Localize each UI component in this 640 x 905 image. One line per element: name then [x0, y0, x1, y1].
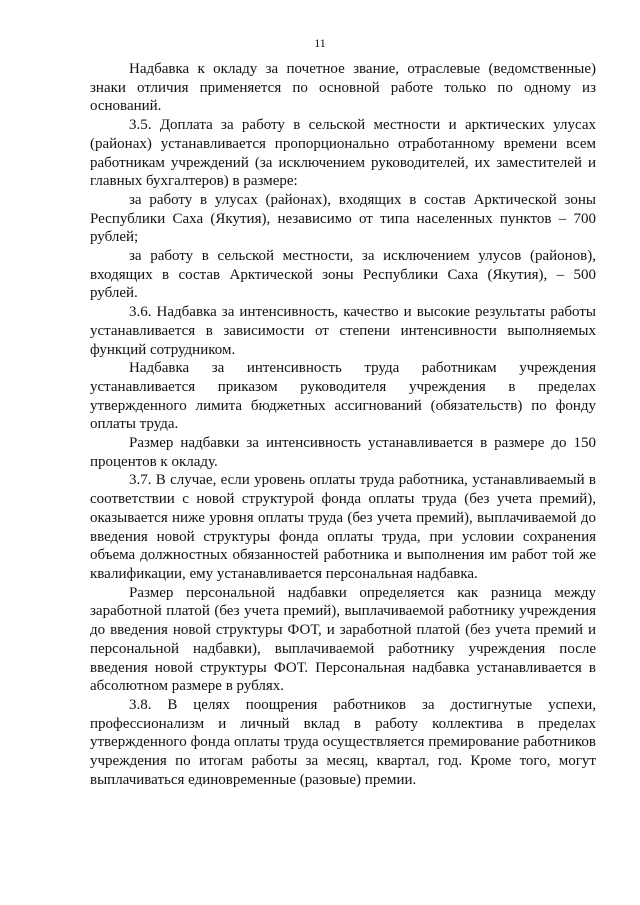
paragraph-intensity-order: Надбавка за интенсивность труда работникам учреждения устанавливается приказом руководителя учреждения в пределах утвержденного лимита бюджетных ассигнований (обязательств) по фонду оплаты труда. [90, 360, 596, 433]
paragraph-3-5-rural-arctic-pay: 3.5. Доплата за работу в сельской местности и арктических улусах (районах) устанавливается пропорционально отработанному времени всем работникам учреждений (за исключением руководителей, их заместителей и главных бухгалтеров) в размере: [90, 117, 596, 190]
paragraph-personal-allowance-size: Размер персональной надбавки определяется как разница между заработной платой (без учета премий), выплачиваемой работнику учреждения до введения новой структуры ФОТ, и заработной платой (без учета премий и персональной надбавки), выплачиваемой работнику учреждения после введения новой структуры ФОТ. Персональная надбавка устанавливается в абсолютном размере в рублях. [90, 584, 596, 695]
paragraph-rural-area-rate: за работу в сельской местности, за исключением улусов (районов), входящих в состав Арктической зоны Республики Саха (Якутия), – 500 рублей. [90, 248, 596, 302]
paragraph-intensity-size: Размер надбавки за интенсивность устанавливается в размере до 150 процентов к окладу. [90, 435, 596, 470]
paragraph-3-7-personal-allowance: 3.7. В случае, если уровень оплаты труда работника, устанавливаемый в соответствии с новой структурой фонда оплаты труда (без учета премий), оказывается ниже уровня оплаты труда (без учета премий), выплачиваемой до введения новой структуры фонда оплаты труда, при условии сохранения объема должностных обязанностей работника и выполнения им работ той же квалификации, ему устанавливается персональная надбавка. [90, 472, 596, 582]
document-body [90, 60, 596, 789]
paragraph-honorary-title-allowance: Надбавка к окладу за почетное звание, отраслевые (ведомственные) знаки отличия применяется по основной работе только по одному из оснований. [90, 61, 596, 115]
paragraph-arctic-uluses-rate: за работу в улусах (районах), входящих в состав Арктической зоны Республики Саха (Якутия), независимо от типа населенных пунктов – 700 рублей; [90, 191, 596, 246]
paragraph-3-6-intensity-allowance: 3.6. Надбавка за интенсивность, качество и высокие результаты работы устанавливается в зависимости от степени интенсивности выполняемых функций сотрудником. [90, 304, 596, 358]
paragraph-3-8-bonuses: 3.8. В целях поощрения работников за достигнутые успехи, профессионализм и личный вклад в работу коллектива в пределах утвержденного фонда оплаты труда осуществляется премирование работников учреждения по итогам работы за месяц, квартал, год. Кроме того, могут выплачиваться единовременные (разовые) премии. [90, 696, 596, 788]
page-number: 11 [314, 36, 326, 50]
